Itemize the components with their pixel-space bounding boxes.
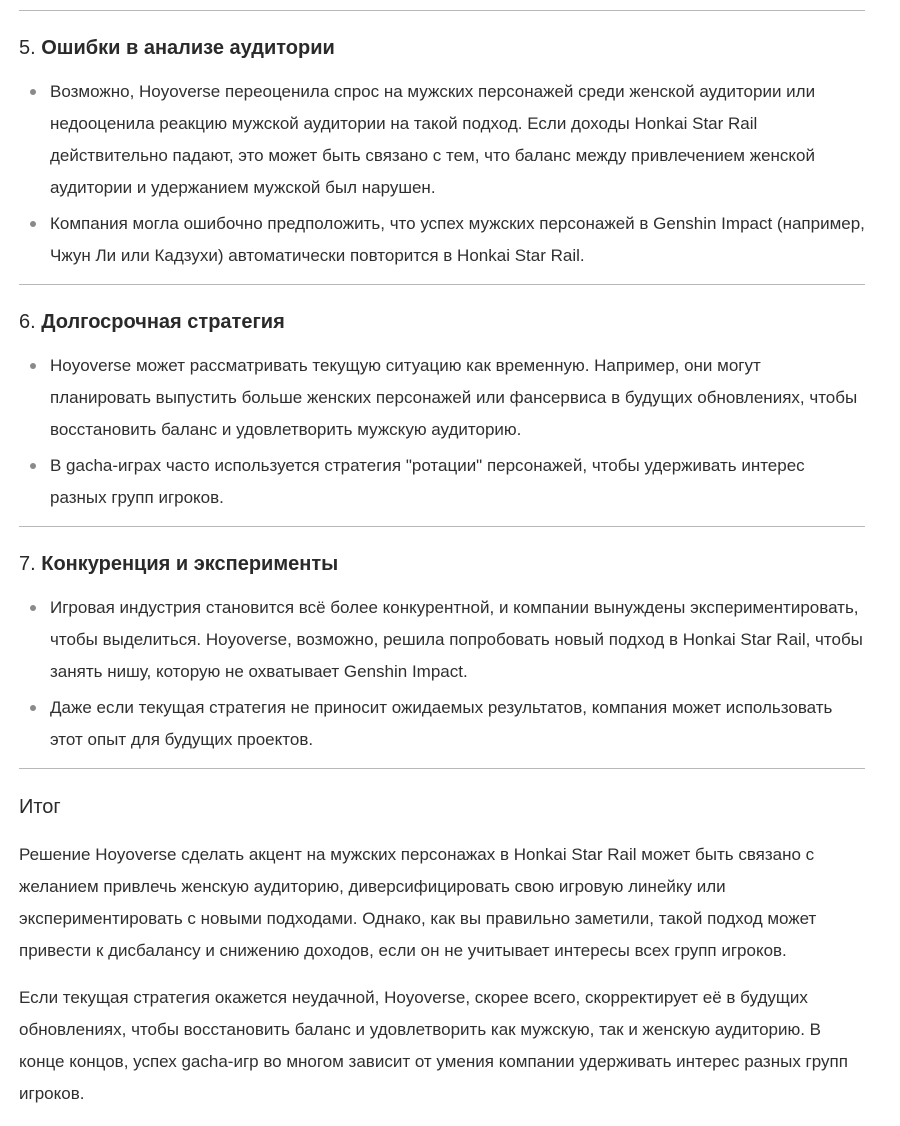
list-item-text: Даже если текущая стратегия не приносит ожидаемых результатов, компания может использовать этот опыт для будущих проектов. [50,698,833,749]
bullet-list [19,76,865,272]
summary-heading: Итог [19,796,61,818]
summary-paragraph: Если текущая стратегия окажется неудачной, Hoyoverse, скорее всего, скорректирует её в будущих обновлениях, чтобы восстановить баланс и удовлетворить как мужскую, так и женскую аудиторию. В конце концов, успех gacha-игр во многом зависит от умения компании удерживать интерес разных групп игроков. [19,988,848,1103]
section-title: Долгосрочная стратегия [41,311,285,333]
bullet-dot-icon [30,605,36,611]
section-number: 6. [19,311,36,333]
section-heading [19,550,865,579]
divider [19,10,865,11]
list-item [19,450,865,514]
bullet-dot-icon [30,705,36,711]
bullet-list [19,350,865,514]
summary-paragraph: Решение Hoyoverse сделать акцент на мужских персонажах в Honkai Star Rail может быть связано с желанием привлечь женскую аудиторию, диверсифицировать свою игровую линейку или экспериментировать с новыми подходами. Однако, как вы правильно заметили, такой подход может привести к дисбалансу и снижению доходов, если он не учитывает интересы всех групп игроков. [19,845,817,960]
bullet-dot-icon [30,89,36,95]
divider [19,526,865,527]
list-item [19,692,865,756]
list-item-text: В gacha-играх часто используется стратегия "ротации" персонажей, чтобы удерживать интерес разных групп игроков. [50,456,805,507]
response-content [19,0,865,1110]
section-heading [19,308,865,337]
list-item [19,76,865,204]
bullet-dot-icon [30,463,36,469]
list-item [19,592,865,688]
section-number: 5. [19,37,36,59]
bullet-list [19,592,865,756]
section-title: Ошибки в анализе аудитории [41,37,335,59]
list-item [19,208,865,272]
list-item-text: Hoyoverse может рассматривать текущую ситуацию как временную. Например, они могут планировать выпустить больше женских персонажей или фансервиса в будущих обновлениях, чтобы восстановить баланс и удовлетворить мужскую аудиторию. [50,356,858,439]
list-item-text: Компания могла ошибочно предположить, что успех мужских персонажей в Genshin Impact (например, Чжун Ли или Кадзухи) автоматически повторится в Honkai Star Rail. [50,214,865,265]
section-title: Конкуренция и эксперименты [41,553,339,575]
bullet-dot-icon [30,221,36,227]
list-item-text: Игровая индустрия становится всё более конкурентной, и компании вынуждены экспериментировать, чтобы выделиться. Hoyoverse, возможно, решила попробовать новый подход в Honkai Star Rail, чтобы занять нишу, которую не охватывает Genshin Impact. [50,598,863,681]
bullet-dot-icon [30,363,36,369]
list-item [19,350,865,446]
divider [19,284,865,285]
section-heading [19,34,865,63]
section-number: 7. [19,553,36,575]
list-item-text: Возможно, Hoyoverse переоценила спрос на мужских персонажей среди женской аудитории или недооценила реакцию мужской аудитории на такой подход. Если доходы Honkai Star Rail действительно падают, это может быть связано с тем, что баланс между привлечением женской аудитории и удержанием мужской был нарушен. [50,82,816,197]
divider [19,768,865,769]
